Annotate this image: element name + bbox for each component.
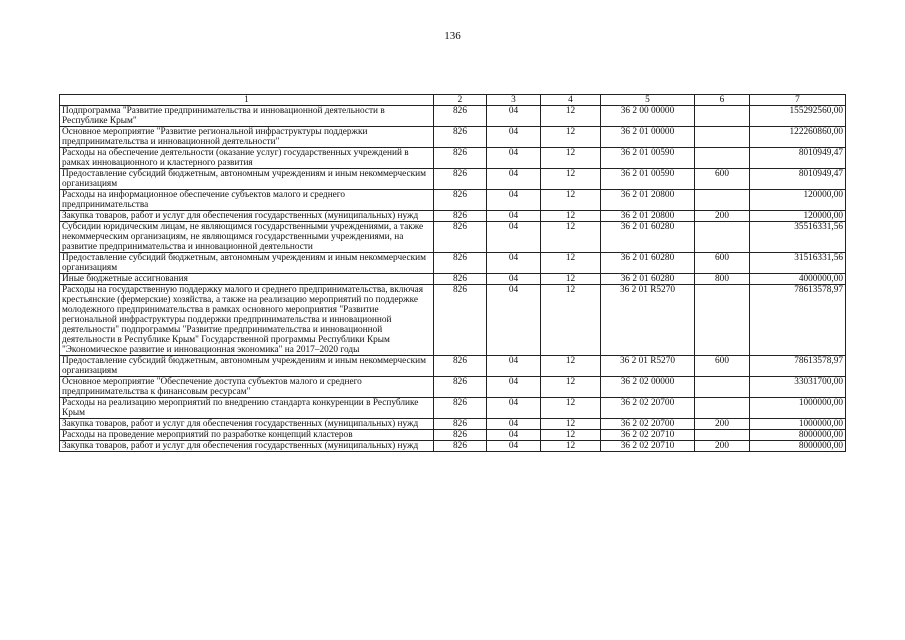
row-c3: 04 bbox=[487, 169, 541, 190]
row-c6: 600 bbox=[695, 356, 750, 377]
row-c4: 12 bbox=[541, 211, 601, 222]
row-name: Субсидии юридическим лицам, не являющимся государственными учреждениями, а также некоммерческим организациям, не являющимся государственными учреждениями, на развитие предпринимательства и инновационной деятельности bbox=[60, 222, 434, 253]
row-c2: 826 bbox=[434, 441, 487, 452]
header-row bbox=[60, 95, 846, 106]
row-name: Расходы на реализацию мероприятий по внедрению стандарта конкуренции в Республике Крым bbox=[60, 398, 434, 419]
row-c6 bbox=[695, 285, 750, 356]
row-name: Расходы на обеспечение деятельности (оказание услуг) государственных учреждений в рамках инновационного и кластерного развития bbox=[60, 148, 434, 169]
row-c2: 826 bbox=[434, 148, 487, 169]
row-amount: 78613578,97 bbox=[750, 285, 846, 356]
table-row bbox=[60, 148, 846, 169]
row-c3: 04 bbox=[487, 441, 541, 452]
row-c2: 826 bbox=[434, 419, 487, 430]
col-header-7: 7 bbox=[750, 95, 846, 106]
row-c5: 36 2 01 20800 bbox=[601, 211, 695, 222]
row-c4: 12 bbox=[541, 441, 601, 452]
row-c6 bbox=[695, 127, 750, 148]
row-c2: 826 bbox=[434, 398, 487, 419]
row-c6 bbox=[695, 148, 750, 169]
col-header-5: 5 bbox=[601, 95, 695, 106]
row-c5: 36 2 02 20710 bbox=[601, 441, 695, 452]
table-row bbox=[60, 211, 846, 222]
row-amount: 78613578,97 bbox=[750, 356, 846, 377]
row-c5: 36 2 00 00000 bbox=[601, 106, 695, 127]
row-c3: 04 bbox=[487, 377, 541, 398]
table-row bbox=[60, 430, 846, 441]
row-c3: 04 bbox=[487, 285, 541, 356]
row-c2: 826 bbox=[434, 285, 487, 356]
row-c6: 600 bbox=[695, 253, 750, 274]
row-c2: 826 bbox=[434, 127, 487, 148]
table-row bbox=[60, 441, 846, 452]
row-c4: 12 bbox=[541, 222, 601, 253]
row-name: Закупка товаров, работ и услуг для обеспечения государственных (муниципальных) нужд bbox=[60, 441, 434, 452]
row-c3: 04 bbox=[487, 430, 541, 441]
table-row bbox=[60, 398, 846, 419]
row-c4: 12 bbox=[541, 285, 601, 356]
row-c2: 826 bbox=[434, 377, 487, 398]
row-c6 bbox=[695, 106, 750, 127]
row-c6: 600 bbox=[695, 169, 750, 190]
table-row bbox=[60, 190, 846, 211]
row-c5: 36 2 02 20700 bbox=[601, 419, 695, 430]
row-c3: 04 bbox=[487, 190, 541, 211]
row-c3: 04 bbox=[487, 222, 541, 253]
row-c4: 12 bbox=[541, 148, 601, 169]
row-c2: 826 bbox=[434, 222, 487, 253]
row-c2: 826 bbox=[434, 430, 487, 441]
row-c3: 04 bbox=[487, 253, 541, 274]
table-row bbox=[60, 127, 846, 148]
row-c5: 36 2 01 60280 bbox=[601, 253, 695, 274]
row-c4: 12 bbox=[541, 377, 601, 398]
row-c3: 04 bbox=[487, 356, 541, 377]
row-c5: 36 2 01 60280 bbox=[601, 222, 695, 253]
row-amount: 8000000,00 bbox=[750, 430, 846, 441]
row-amount: 31516331,56 bbox=[750, 253, 846, 274]
row-name: Основное мероприятие "Развитие региональной инфраструктуры поддержки предпринимательства и инновационной деятельности" bbox=[60, 127, 434, 148]
table-row bbox=[60, 356, 846, 377]
row-c6 bbox=[695, 377, 750, 398]
row-c5: 36 2 01 R5270 bbox=[601, 356, 695, 377]
row-c5: 36 2 01 00590 bbox=[601, 169, 695, 190]
row-c2: 826 bbox=[434, 356, 487, 377]
table-row bbox=[60, 285, 846, 356]
row-c6: 200 bbox=[695, 441, 750, 452]
row-amount: 8010949,47 bbox=[750, 169, 846, 190]
row-c5: 36 2 02 00000 bbox=[601, 377, 695, 398]
row-name: Расходы на информационное обеспечение субъектов малого и среднего предпринимательства bbox=[60, 190, 434, 211]
row-name: Предоставление субсидий бюджетным, автономным учреждениям и иным некоммерческим организациям bbox=[60, 253, 434, 274]
col-header-3: 3 bbox=[487, 95, 541, 106]
page-number: 136 bbox=[444, 30, 461, 42]
row-amount: 120000,00 bbox=[750, 190, 846, 211]
row-amount: 1000000,00 bbox=[750, 398, 846, 419]
row-c6 bbox=[695, 398, 750, 419]
row-c6 bbox=[695, 222, 750, 253]
row-amount: 8010949,47 bbox=[750, 148, 846, 169]
row-c6: 200 bbox=[695, 419, 750, 430]
row-c3: 04 bbox=[487, 419, 541, 430]
row-c5: 36 2 02 20700 bbox=[601, 398, 695, 419]
row-c2: 826 bbox=[434, 211, 487, 222]
table-row bbox=[60, 274, 846, 285]
row-c3: 04 bbox=[487, 148, 541, 169]
row-c3: 04 bbox=[487, 127, 541, 148]
row-c4: 12 bbox=[541, 274, 601, 285]
row-c3: 04 bbox=[487, 398, 541, 419]
budget-table bbox=[59, 94, 846, 452]
row-name: Основное мероприятие "Обеспечение доступа субъектов малого и среднего предпринимательства к финансовым ресурсам" bbox=[60, 377, 434, 398]
row-name: Подпрограмма "Развитие предпринимательства и инновационной деятельности в Республике Крым" bbox=[60, 106, 434, 127]
row-c4: 12 bbox=[541, 169, 601, 190]
row-name: Иные бюджетные ассигнования bbox=[60, 274, 434, 285]
row-name: Расходы на государственную поддержку малого и среднего предпринимательства, включая крестьянские (фермерские) хозяйства, а также на реализацию мероприятий по поддержке молодежного предпринимательства в рамках основного мероприятия "Развитие региональной инфраструктуры поддержки предпринимательства и инновационной деятельности" подпрограммы "Развитие предпринимательства и инновационной деятельности в Республике Крым" Государственной программы Республики Крым "Экономическое развитие и инновационная экономика" на 2017–2020 годы bbox=[60, 285, 434, 356]
col-header-1: 1 bbox=[60, 95, 434, 106]
row-c5: 36 2 01 20800 bbox=[601, 190, 695, 211]
table-row bbox=[60, 106, 846, 127]
row-amount: 4000000,00 bbox=[750, 274, 846, 285]
row-c2: 826 bbox=[434, 253, 487, 274]
row-amount: 33031700,00 bbox=[750, 377, 846, 398]
row-name: Закупка товаров, работ и услуг для обеспечения государственных (муниципальных) нужд bbox=[60, 211, 434, 222]
row-c4: 12 bbox=[541, 398, 601, 419]
col-header-6: 6 bbox=[695, 95, 750, 106]
row-amount: 120000,00 bbox=[750, 211, 846, 222]
row-c2: 826 bbox=[434, 106, 487, 127]
col-header-2: 2 bbox=[434, 95, 487, 106]
row-c4: 12 bbox=[541, 419, 601, 430]
row-c4: 12 bbox=[541, 253, 601, 274]
row-c2: 826 bbox=[434, 169, 487, 190]
row-name: Закупка товаров, работ и услуг для обеспечения государственных (муниципальных) нужд bbox=[60, 419, 434, 430]
row-name: Предоставление субсидий бюджетным, автономным учреждениям и иным некоммерческим организациям bbox=[60, 356, 434, 377]
row-amount: 122260860,00 bbox=[750, 127, 846, 148]
table-row bbox=[60, 222, 846, 253]
table-row bbox=[60, 419, 846, 430]
row-c4: 12 bbox=[541, 127, 601, 148]
row-c6: 800 bbox=[695, 274, 750, 285]
row-c2: 826 bbox=[434, 190, 487, 211]
row-amount: 8000000,00 bbox=[750, 441, 846, 452]
row-c5: 36 2 01 R5270 bbox=[601, 285, 695, 356]
table-row bbox=[60, 377, 846, 398]
row-c5: 36 2 02 20710 bbox=[601, 430, 695, 441]
row-c3: 04 bbox=[487, 211, 541, 222]
col-header-4: 4 bbox=[541, 95, 601, 106]
row-c6 bbox=[695, 190, 750, 211]
table-row bbox=[60, 253, 846, 274]
row-name: Расходы на проведение мероприятий по разработке концепций кластеров bbox=[60, 430, 434, 441]
row-c4: 12 bbox=[541, 356, 601, 377]
row-amount: 1000000,00 bbox=[750, 419, 846, 430]
row-c4: 12 bbox=[541, 190, 601, 211]
row-c5: 36 2 01 00590 bbox=[601, 148, 695, 169]
row-amount: 35516331,56 bbox=[750, 222, 846, 253]
row-c6: 200 bbox=[695, 211, 750, 222]
row-amount: 155292560,00 bbox=[750, 106, 846, 127]
row-c2: 826 bbox=[434, 274, 487, 285]
row-c3: 04 bbox=[487, 274, 541, 285]
row-c3: 04 bbox=[487, 106, 541, 127]
row-name: Предоставление субсидий бюджетным, автономным учреждениям и иным некоммерческим организациям bbox=[60, 169, 434, 190]
row-c5: 36 2 01 00000 bbox=[601, 127, 695, 148]
row-c5: 36 2 01 60280 bbox=[601, 274, 695, 285]
table-row bbox=[60, 169, 846, 190]
row-c4: 12 bbox=[541, 106, 601, 127]
row-c6 bbox=[695, 430, 750, 441]
row-c4: 12 bbox=[541, 430, 601, 441]
